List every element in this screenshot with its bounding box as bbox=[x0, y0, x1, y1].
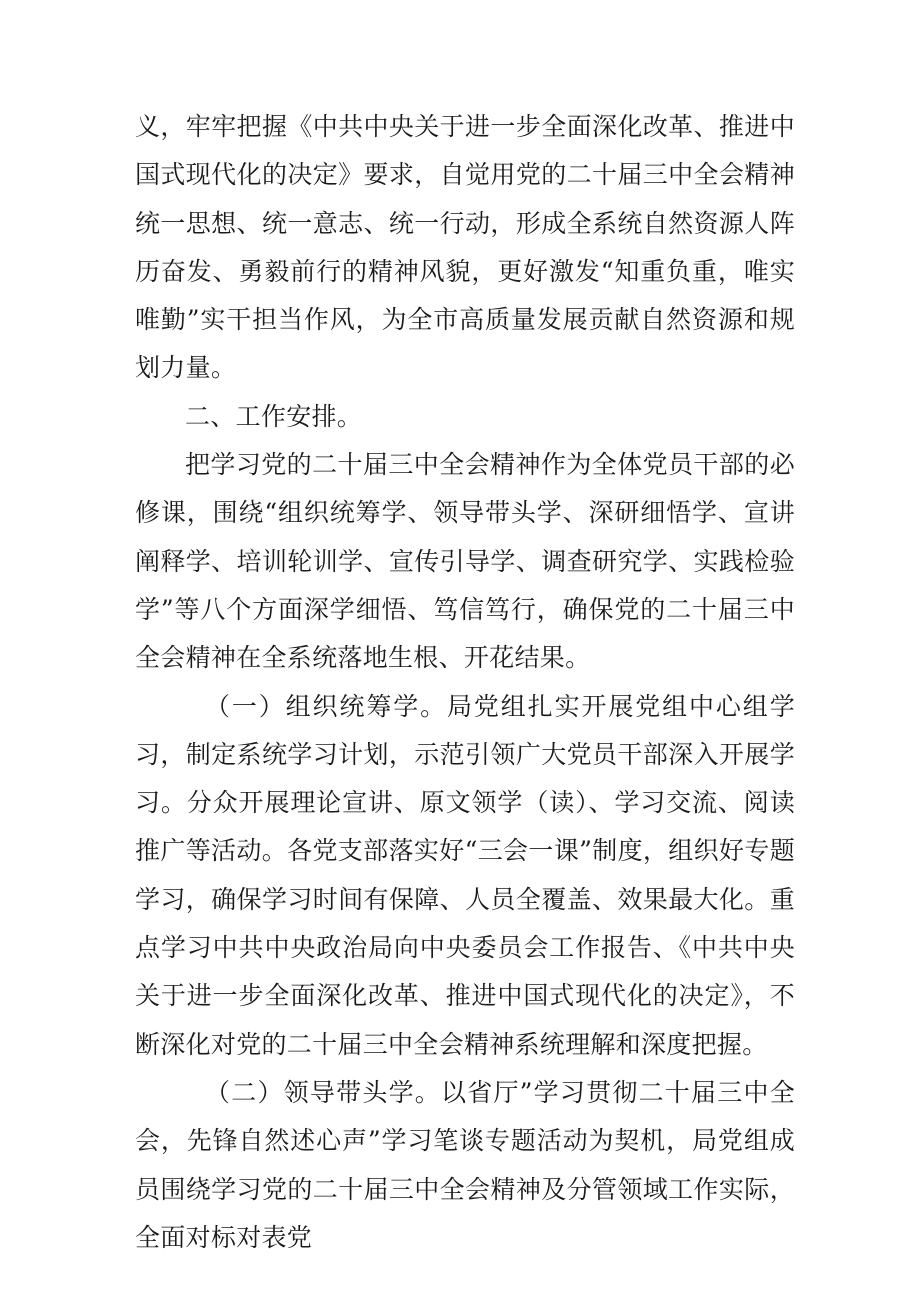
document-body bbox=[135, 103, 795, 1262]
paragraph-item-organize-study: （一）组织统筹学。局党组扎实开展党组中心组学习，制定系统学习计划，示范引领广大党员干部深入开展学习。分众开展理论宣讲、原文领学（读）、学习交流、阅读推广等活动。各党支部落实好“三会一课”制度，组织好专题学习，确保学习时间有保障、人员全覆盖、效果最大化。重点学习中共中央政治局向中央委员会工作报告、《中共中央关于进一步全面深化改革、推进中国式现代化的决定》，不断深化对党的二十届三中全会精神系统理解和深度把握。 bbox=[135, 691, 795, 1059]
paragraph-work-intro: 把学习党的二十届三中全会精神作为全体党员干部的必修课，围绕“组织统筹学、领导带头学、深研细悟学、宣讲阐释学、培训轮训学、宣传引导学、调查研究学、实践检验学”等八个方面深学细悟、笃信笃行，确保党的二十届三中全会精神在全系统落地生根、开花结果。 bbox=[135, 450, 795, 673]
paragraph-item-leaders-study: （二）领导带头学。以省厅”学习贯彻二十届三中全会，先锋自然述心声”学习笔谈专题活动为契机，局党组成员围绕学习党的二十届三中全会精神及分管领域工作实际，全面对标对表党 bbox=[135, 1077, 795, 1252]
section-heading-work-arrangement: 二、工作安排。 bbox=[185, 401, 363, 431]
paragraph-continued: 义，牢牢把握《中共中央关于进一步全面深化改革、推进中国式现代化的决定》要求，自觉用党的二十届三中全会精神统一思想、统一意志、统一行动，形成全系统自然资源人阵历奋发、勇毅前行的精神风貌，更好激发“知重负重，唯实唯勤”实干担当作风，为全市高质量发展贡献自然资源和规划力量。 bbox=[135, 112, 795, 383]
